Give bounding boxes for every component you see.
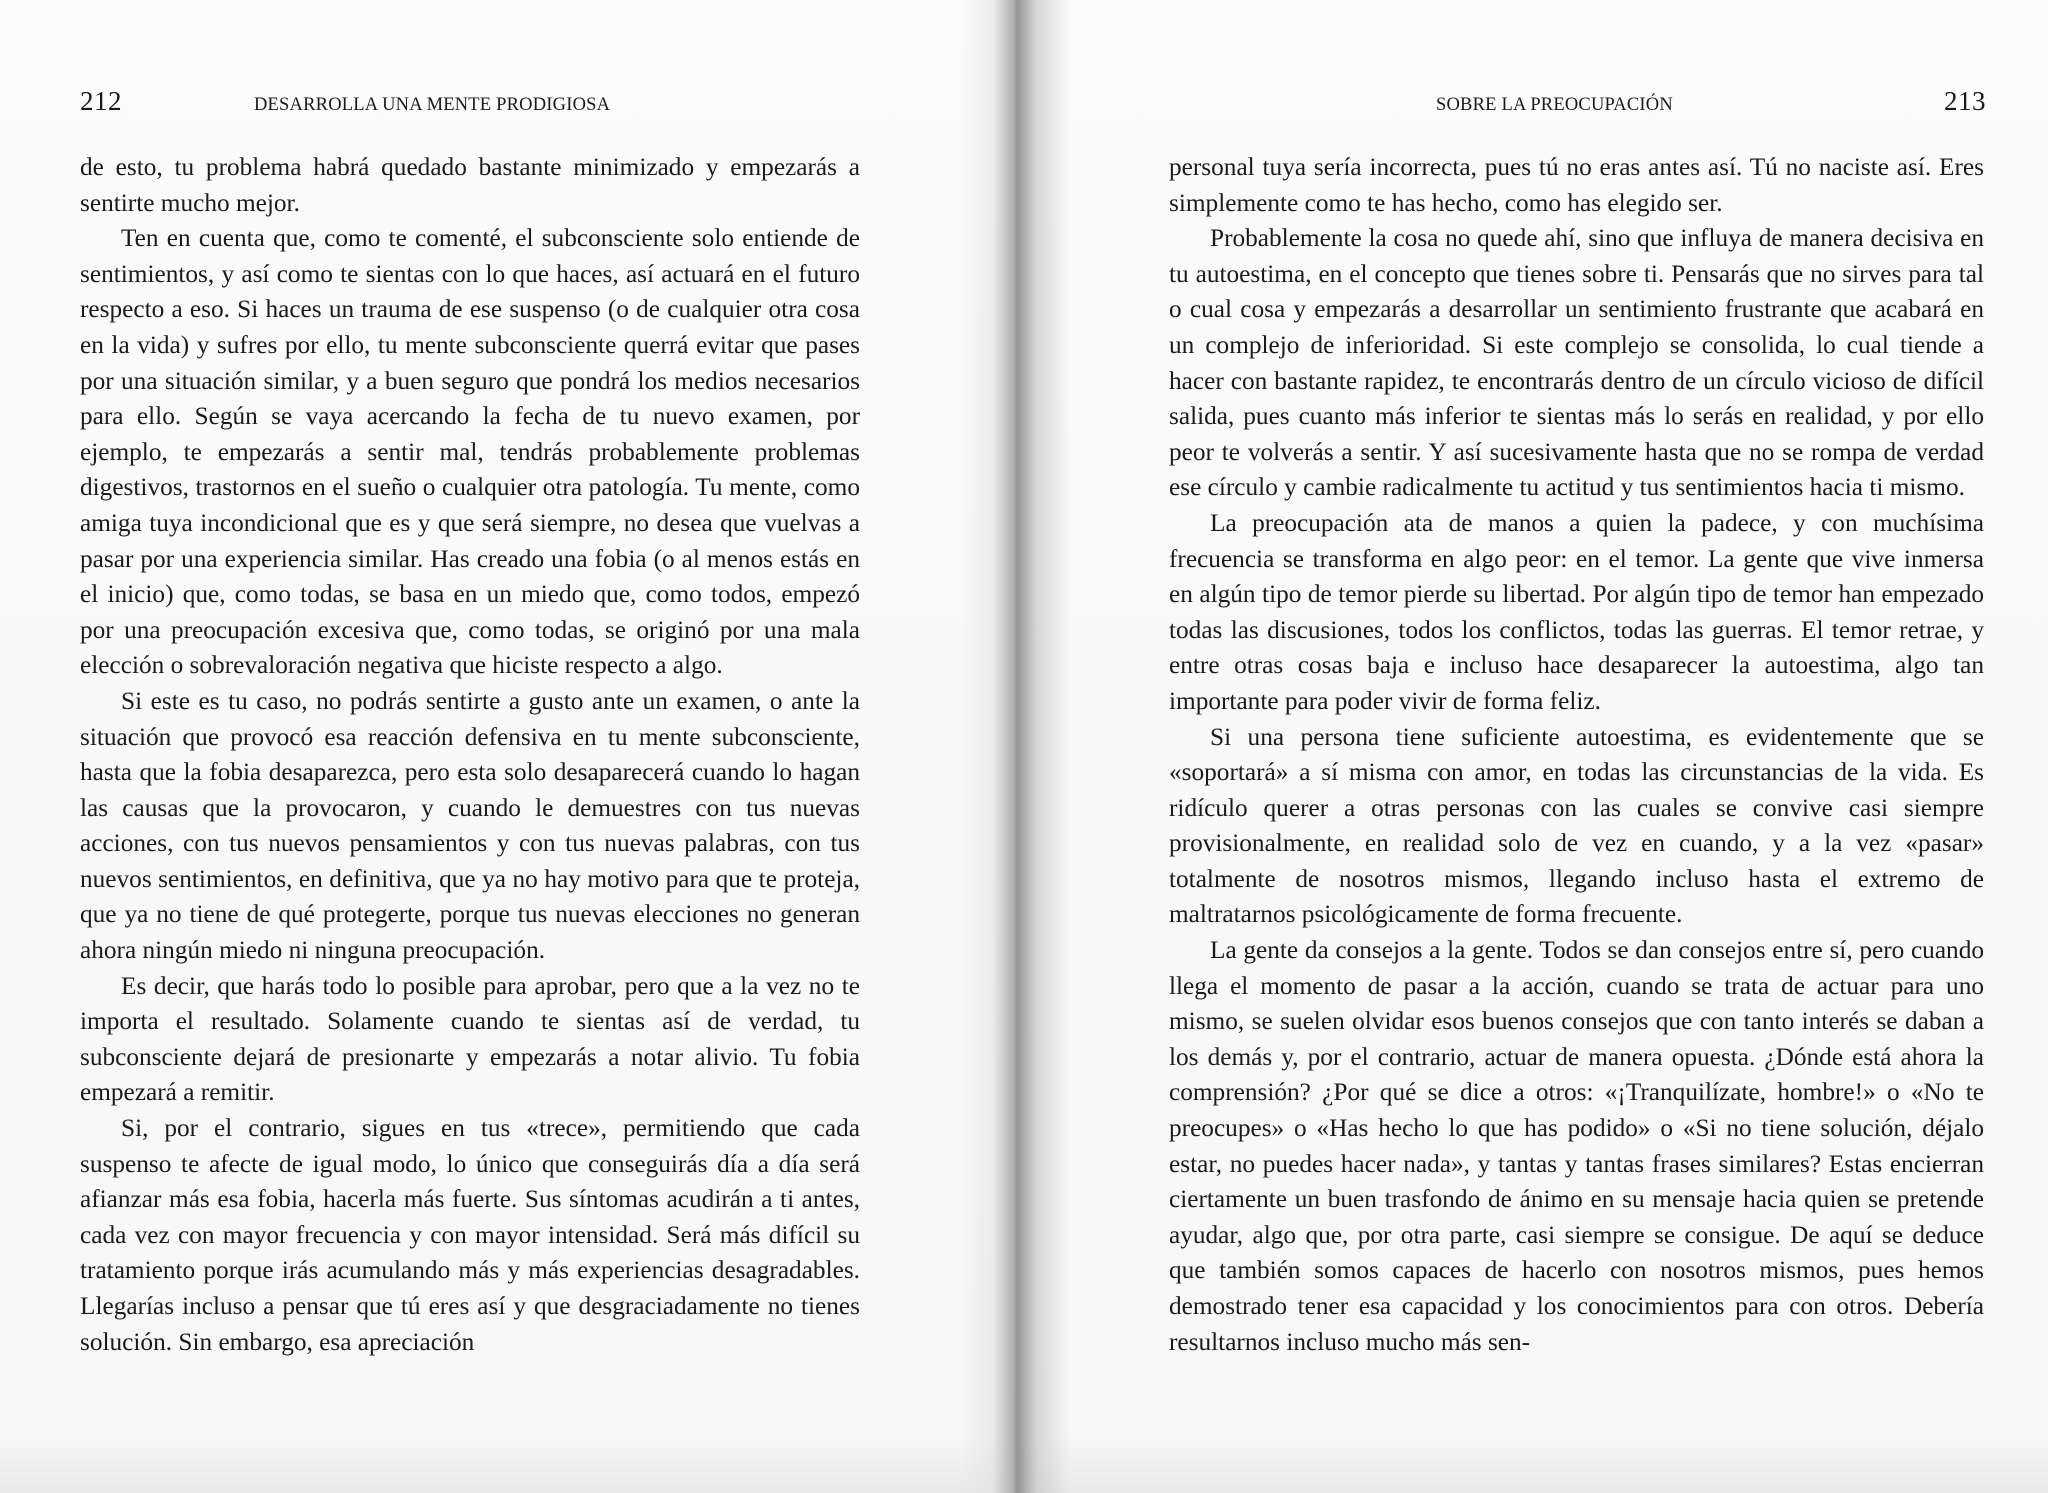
right-page-header: [1436, 86, 1986, 126]
left-page-header: [80, 86, 860, 126]
right-page-body: [1169, 150, 1984, 1360]
right-page: [1040, 0, 2048, 1493]
running-title: DESARROLLA UNA MENTE PRODIGIOSA: [254, 95, 611, 115]
paragraph: de esto, tu problema habrá quedado bastante minimizado y empezarás a sentirte mucho mejor.: [80, 153, 860, 217]
running-title: SOBRE LA PREOCUPACIÓN: [1436, 95, 1673, 115]
paragraph: Ten en cuenta que, como te comenté, el subconsciente solo entiende de sentimientos, y así como te sientas con lo que haces, así actuará en el futuro respecto a eso. Si haces un trauma de ese suspenso (o de cualquier otra cosa en la vida) y sufres por ello, tu mente subconsciente querrá evitar que pases por una situación similar, y a buen seguro que pondrá los medios necesarios para ello. Según se vaya acercando la fecha de tu nuevo examen, por ejemplo, te empezarás a sentir mal, tendrás probablemente problemas digestivos, trastornos en el sueño o cualquier otra patología. Tu mente, como amiga tuya incondicional que es y que será siempre, no desea que vuelvas a pasar por una experiencia similar. Has creado una fobia (o al menos estás en el inicio) que, como todas, se basa en un miedo que, como todos, empezó por una preocupación excesiva que, como todas, se originó por una mala elección o sobrevaloración negativa que hiciste respecto a algo.: [80, 224, 860, 680]
paragraph: Probablemente la cosa no quede ahí, sino que influya de manera decisiva en tu autoestima, en el concepto que tienes sobre ti. Pensarás que no sirves para tal o cual cosa y empezarás a desarrollar un sentimiento frustrante que acabará en un complejo de inferioridad. Si este complejo se consolida, lo cual tiende a hacer con bastante rapidez, te encontrarás dentro de un círculo vicioso de difícil salida, pues cuanto más inferior te sientas más lo serás en realidad, y por ello peor te volverás a sentir. Y así sucesivamente hasta que no se rompa de verdad ese círculo y cambie radicalmente tu actitud y tus sentimientos hacia ti mismo.: [1169, 224, 1984, 502]
paragraph: Si, por el contrario, sigues en tus «trece», permitiendo que cada suspenso te afecte de igual modo, lo único que conseguirás día a día será afianzar más esa fobia, hacerla más fuerte. Sus síntomas acudirán a ti antes, cada vez con mayor frecuencia y con mayor intensidad. Será más difícil su tratamiento porque irás acumulando más y más experiencias desagradables. Llegarías incluso a pensar que tú eres así y que desgraciadamente no tienes solución. Sin embargo, esa apreciación: [80, 1114, 860, 1356]
paragraph: La preocupación ata de manos a quien la padece, y con muchísima frecuencia se transforma en algo peor: en el temor. La gente que vive inmersa en algún tipo de temor pierde su libertad. Por algún tipo de temor han empezado todas las discusiones, todos los conflictos, todas las guerras. El temor retrae, y entre otras cosas baja e incluso hace desaparecer la autoestima, algo tan importante para poder vivir de forma feliz.: [1169, 508, 1984, 715]
paragraph: Es decir, que harás todo lo posible para aprobar, pero que a la vez no te importa el resultado. Solamente cuando te sientas así de verdad, tu subconsciente dejará de presionarte y empezarás a notar alivio. Tu fobia empezará a remitir.: [80, 971, 860, 1107]
paragraph: Si una persona tiene suficiente autoestima, es evidentemente que se «soportará» a sí misma con amor, en todas las circunstancias de la vida. Es ridículo querer a otras personas con las cuales se convive casi siempre provisionalmente, en realidad solo de vez en cuando, y a la vez «pasar» totalmente de nosotros mismos, llegando incluso hasta el extremo de maltratarnos psicológicamente de forma frecuente.: [1169, 722, 1984, 929]
page-number: 212: [80, 86, 122, 116]
left-page-body: [80, 150, 860, 1360]
paragraph: Si este es tu caso, no podrás sentirte a gusto ante un examen, o ante la situación que provocó esa reacción defensiva en tu mente subconsciente, hasta que la fobia desaparezca, pero esta solo desaparecerá cuando lo hagan las causas que la provocaron, y cuando le demuestres con tus nuevas acciones, con tus nuevos pensamientos y con tus nuevas palabras, con tus nuevos sentimientos, en definitiva, que ya no hay motivo para que te proteja, que ya no tiene de qué protegerte, porque tus nuevas elecciones no generan ahora ningún miedo ni ninguna preocupación.: [80, 686, 860, 965]
page-number: 213: [1944, 86, 1986, 116]
left-page: [0, 0, 1010, 1493]
paragraph: La gente da consejos a la gente. Todos se dan consejos entre sí, pero cuando llega el momento de pasar a la acción, cuando se trata de actuar para uno mismo, se suelen olvidar esos buenos consejos que con tanto interés se daban a los demás y, por el contrario, actuar de manera opuesta. ¿Dónde está ahora la comprensión? ¿Por qué se dice a otros: «¡Tranquilízate, hombre!» o «No te preocupes» o «Has hecho lo que has podido» o «Si no tiene solución, déjalo estar, no puedes hacer nada», y tantas y tantas frases similares? Estas encierran ciertamente un buen trasfondo de ánimo en su mensaje hacia quien se pretende ayudar, algo que, por otra parte, casi siempre se consigue. De aquí se deduce que también somos capaces de hacerlo con nosotros mismos, pues hemos demostrado tener esa capacidad y los conocimientos para con otros. Debería resultarnos incluso mucho más sen-: [1169, 936, 1984, 1356]
paragraph: personal tuya sería incorrecta, pues tú no eras antes así. Tú no naciste así. Eres simplemente como te has hecho, como has elegido ser.: [1169, 153, 1984, 217]
